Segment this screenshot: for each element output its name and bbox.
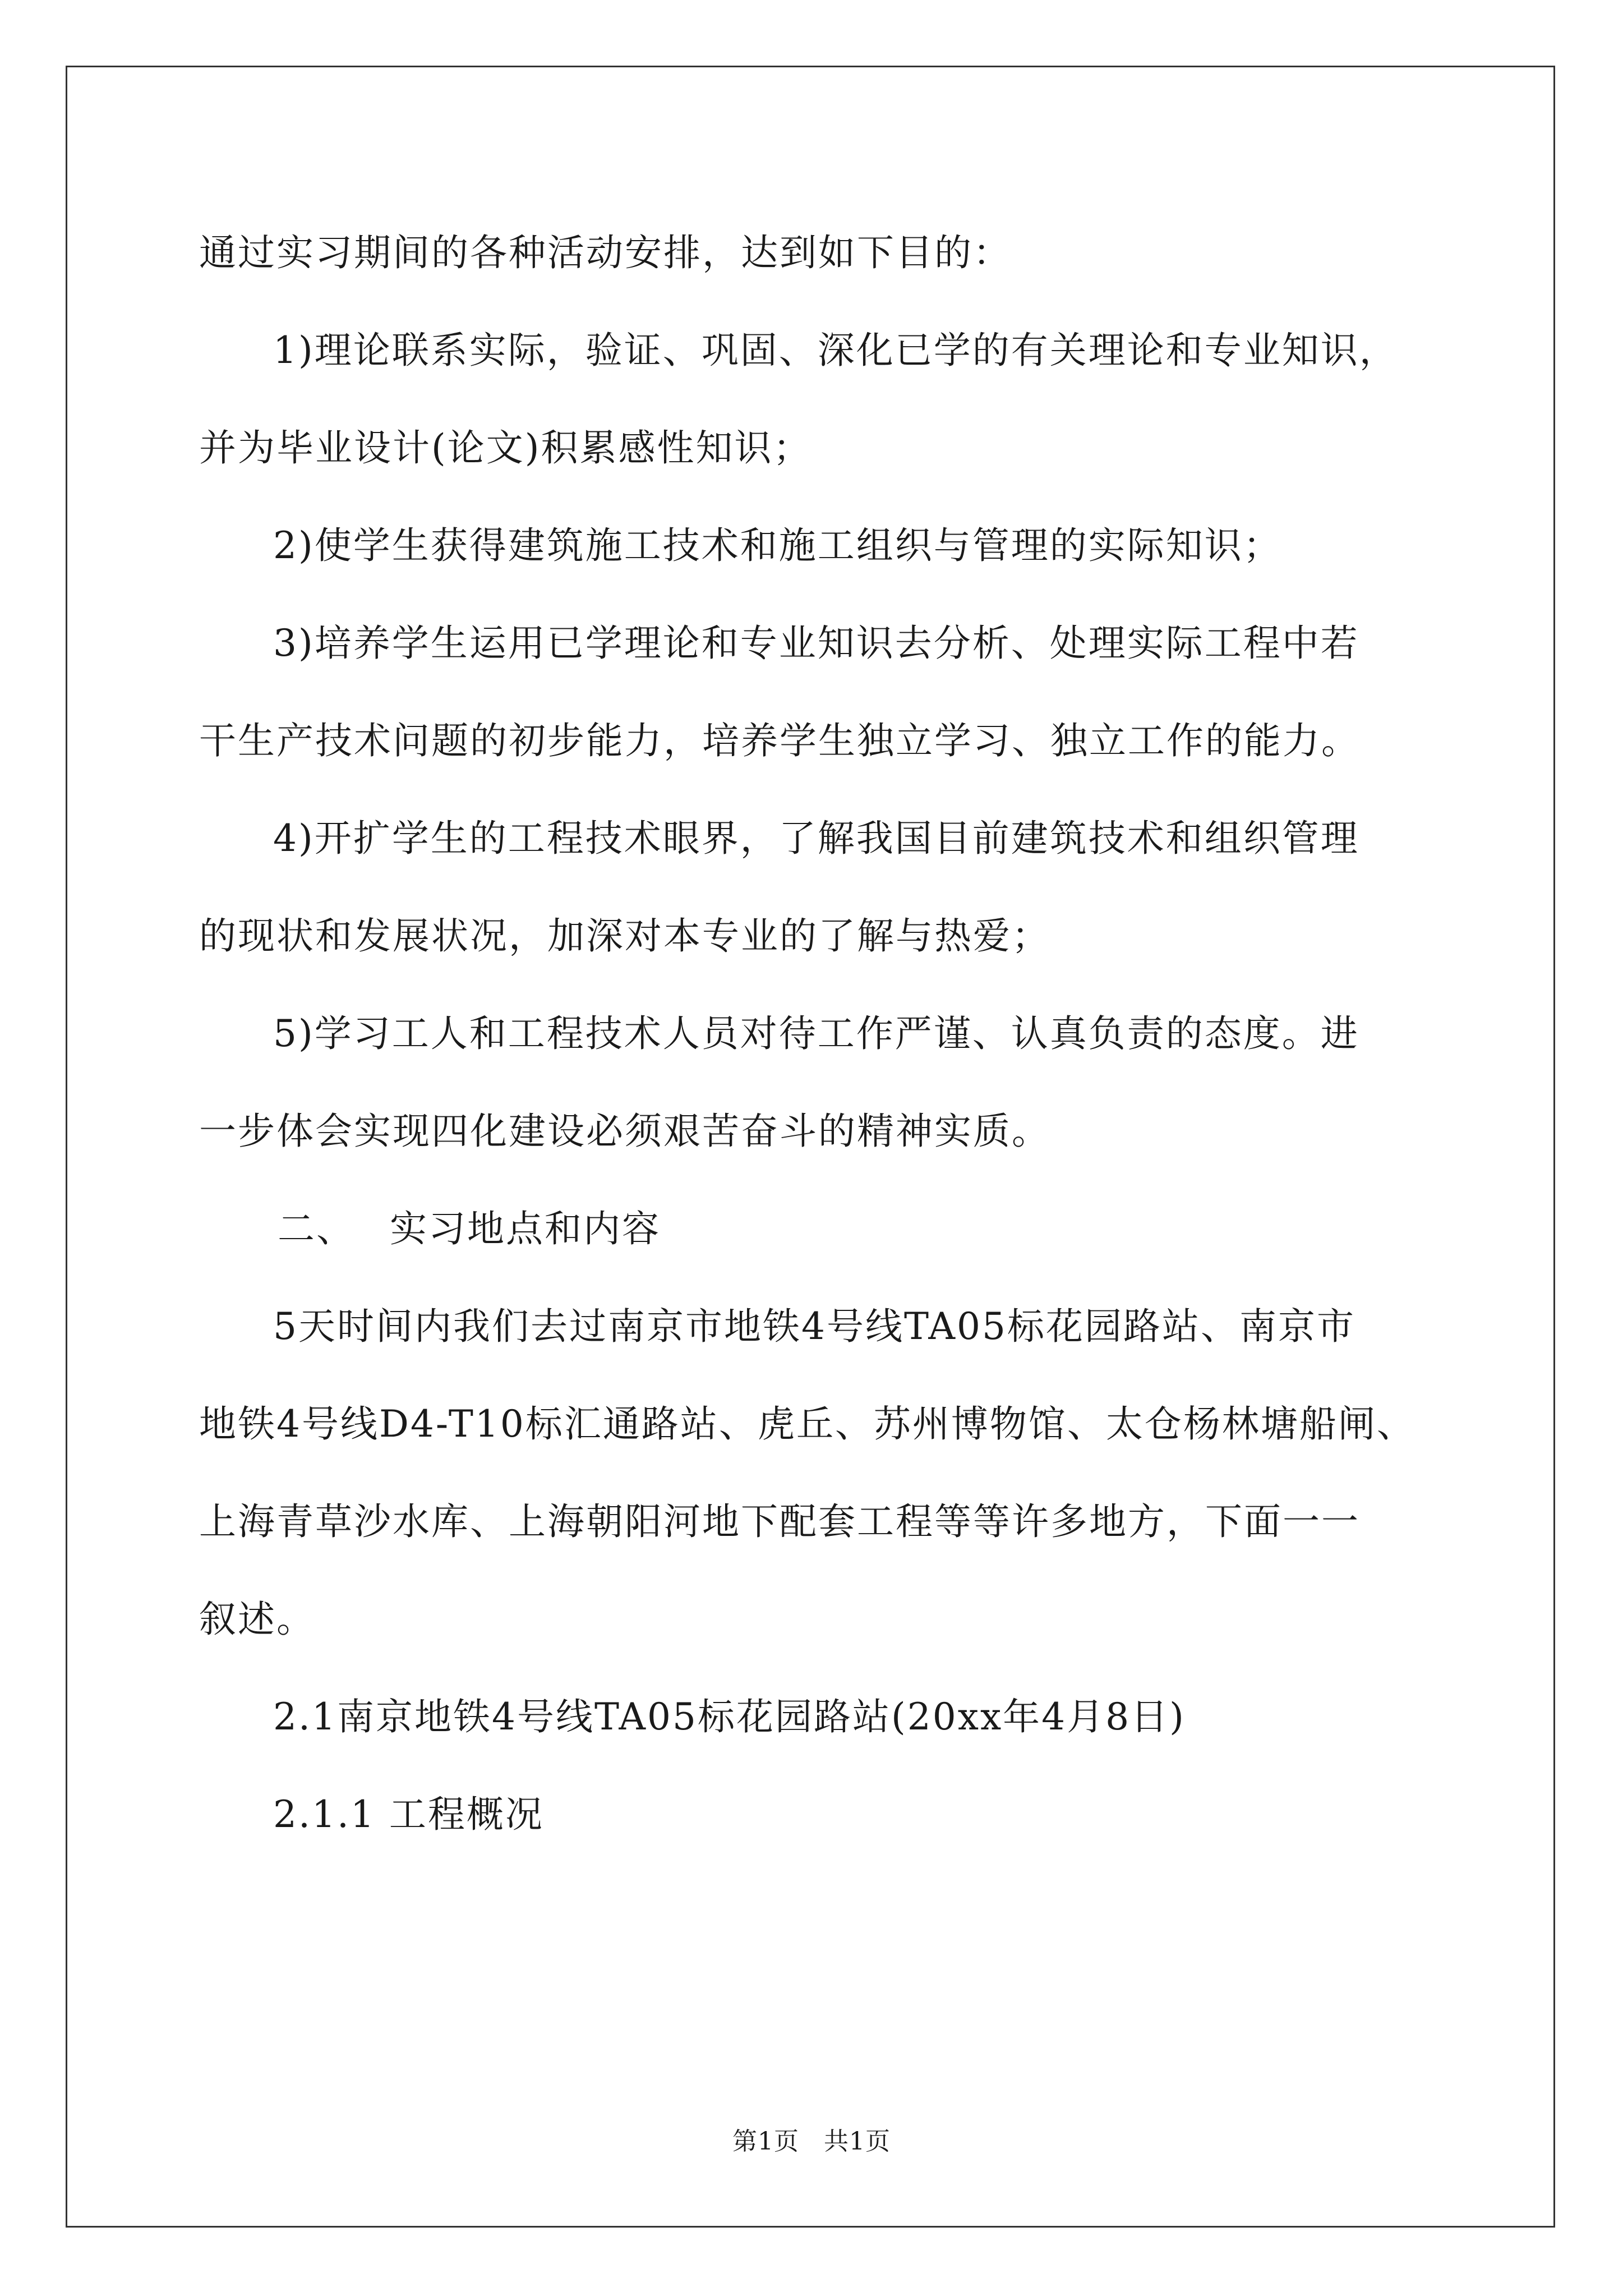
page-footer [0,2125,1623,2159]
list-item-4-line: 4)开扩学生的工程技术眼界，了解我国目前建筑技术和组织管理 [273,817,1359,860]
list-item-3-line: 3)培养学生运用已学理论和专业知识去分析、处理实际工程中若 [273,622,1359,665]
section-heading [199,1200,1433,1298]
section-heading-number: 二、 [278,1207,355,1250]
section-heading-title: 实习地点和内容 [390,1207,661,1250]
document-body [199,224,1433,1884]
paragraph-line: 上海青草沙水库、上海朝阳河地下配套工程等等许多地方，下面一一 [199,1500,1360,1543]
list-item-4-continuation: 的现状和发展状况，加深对本专业的了解与热爱； [199,914,1050,958]
page-number-total: 共1页 [824,2127,891,2156]
paragraph-line: 通过实习期间的各种活动安排，达到如下目的： [199,231,1012,274]
list-item-5-line: 5)学习工人和工程技术人员对待工作严谨、认真负责的态度。进 [273,1012,1359,1055]
page-number-current: 第1页 [732,2127,799,2156]
paragraph-line: 叙述。 [199,1598,315,1641]
subsubsection-heading: 2.1.1 工程概况 [273,1793,544,1836]
list-item-1-line: 1)理论联系实际，验证、巩固、深化已学的有关理论和专业知识， [273,329,1398,372]
list-item-5-continuation: 一步体会实现四化建设必须艰苦奋斗的精神实质。 [199,1110,1050,1153]
list-item-2-line: 2)使学生获得建筑施工技术和施工组织与管理的实际知识； [273,524,1282,567]
list-item-3-continuation: 干生产技术问题的初步能力，培养学生独立学习、独立工作的能力。 [199,719,1360,762]
subsection-heading: 2.1南京地铁4号线TA05标花园路站(20xx年4月8日) [273,1695,1186,1738]
paragraph-line: 5天时间内我们去过南京市地铁4号线TA05标花园路站、南京市 [273,1305,1356,1348]
paragraph-line: 地铁4号线D4-T10标汇通路站、虎丘、苏州博物馆、太仓杨林塘船闸、 [199,1402,1415,1446]
list-item-1-continuation: 并为毕业设计(论文)积累感性知识； [199,426,812,470]
